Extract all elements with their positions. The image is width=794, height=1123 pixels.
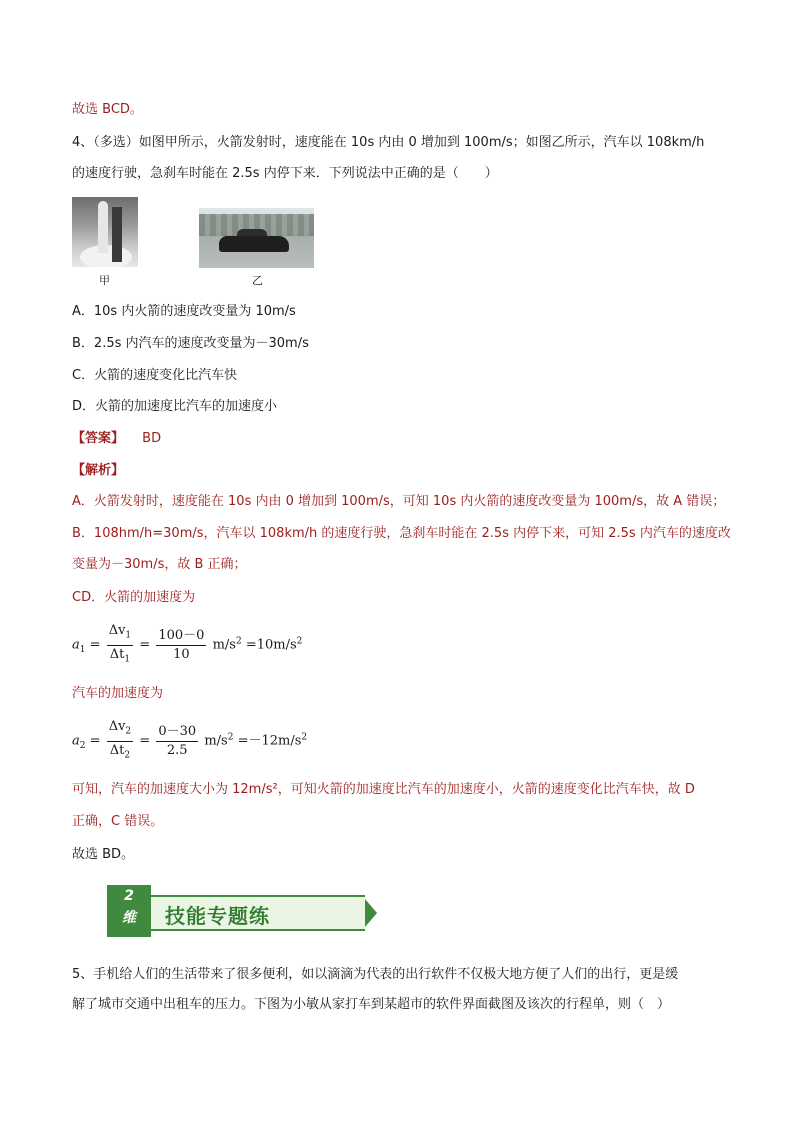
car-image	[199, 208, 314, 268]
answer-value: BD	[142, 431, 162, 446]
section-title: 技能专题练	[165, 904, 270, 928]
car-acceleration-formula: $a_2$ = $\frac{\Delta v_2}{\Delta t_2}$ = $\frac{0-30}{2.5}$ $m/s^2 =-12m/s^2$	[72, 719, 308, 761]
analysis-label: 【解析】	[72, 463, 125, 478]
section-title-box	[151, 895, 365, 931]
conclusion-line2: 正确，C 错误。	[72, 814, 164, 829]
option-a: A．10s 内火箭的速度改变量为 10m/s	[72, 304, 296, 319]
car-acceleration-label: 汽车的加速度为	[72, 686, 164, 701]
question5-text-line1: 5、手机给人们的生活带来了很多便利，如以滴滴为代表的出行软件不仅极大地方便了人们的出行，更是缓	[72, 967, 679, 982]
figure-caption-yi: 乙	[252, 274, 263, 287]
question4-text-line1: 4、（多选）如图甲所示，火箭发射时，速度能在 10s 内由 0 增加到 100m/s；如图乙所示，汽车以 108km/h	[72, 135, 705, 150]
figure-caption-jia: 甲	[99, 274, 110, 287]
rocket-acceleration-formula: $a_1$ = $\frac{\Delta v_1}{\Delta t_1}$ = $\frac{100-0}{10}$ $m/s^2 =10m/s^2$	[72, 623, 303, 665]
option-d: D．火箭的加速度比汽车的加速度小	[72, 399, 278, 414]
final-answer: 故选 BD。	[72, 847, 135, 862]
banner-arrow-icon	[365, 899, 377, 927]
prev-conclusion: 故选 BCD。	[72, 102, 143, 117]
section-badge: 2 维	[107, 885, 151, 937]
option-b: B．2.5s 内汽车的速度改变量为－30m/s	[72, 336, 309, 351]
rocket-launch-image	[72, 197, 138, 267]
analysis-line-b2: 变量为－30m/s，故 B 正确；	[72, 557, 247, 572]
analysis-line-cd: CD．火箭的加速度为	[72, 590, 196, 605]
question4-text-line2: 的速度行驶，急刹车时能在 2.5s 内停下来．下列说法中正确的是（ ）	[72, 166, 498, 181]
answer-row	[72, 429, 161, 449]
analysis-line-a: A．火箭发射时，速度能在 10s 内由 0 增加到 100m/s，可知 10s 内火箭的速度改变量为 100m/s，故 A 错误；	[72, 494, 726, 509]
option-c: C．火箭的速度变化比汽车快	[72, 368, 238, 383]
analysis-line-b: B．108hm/h=30m/s，汽车以 108km/h 的速度行驶，急刹车时能在 2.5s 内停下来，可知 2.5s 内汽车的速度改	[72, 526, 731, 541]
answer-label: 【答案】	[72, 431, 125, 446]
conclusion-line1: 可知，汽车的加速度大小为 12m/s²，可知火箭的加速度比汽车的加速度小，火箭的速度变化比汽车快，故 D	[72, 782, 695, 797]
question5-text-line2: 解了城市交通中出租车的压力。下图为小敏从家打车到某超市的软件界面截图及该次的行程单，则（ ）	[72, 997, 671, 1012]
section-banner	[107, 885, 377, 937]
